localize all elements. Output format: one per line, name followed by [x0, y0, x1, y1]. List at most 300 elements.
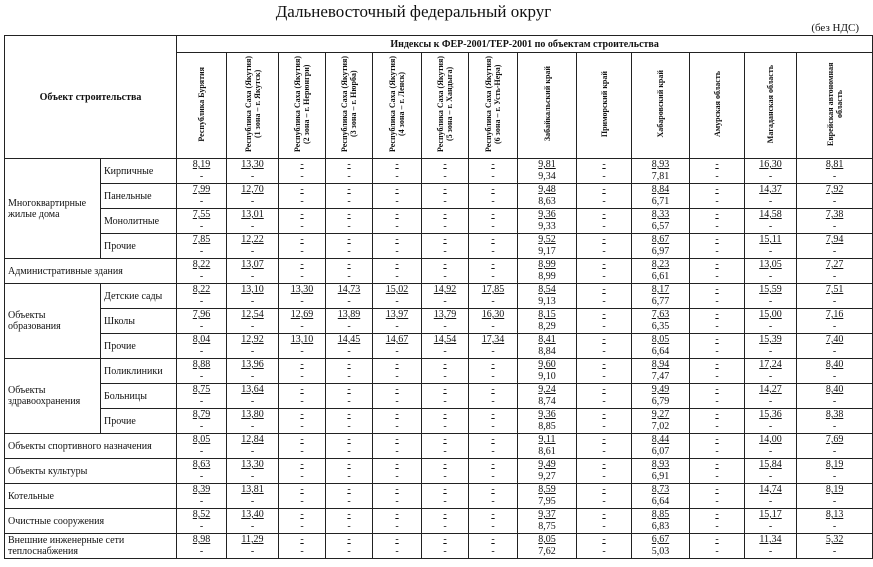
index-value-top: 12,69 — [290, 309, 314, 320]
index-value-top: - — [443, 184, 447, 195]
index-value-top: 8,59 — [538, 484, 556, 495]
index-value-bottom: - — [250, 546, 255, 557]
index-value-bottom: - — [602, 421, 606, 432]
index-value-top: 8,13 — [825, 509, 844, 520]
index-cell — [690, 259, 745, 284]
index-value-top: 7,96 — [192, 309, 211, 320]
index-value-bottom: 6,71 — [651, 196, 670, 207]
index-cell — [177, 209, 227, 234]
index-cell — [373, 259, 422, 284]
index-cell — [745, 384, 797, 409]
index-value-bottom: 9,33 — [538, 221, 556, 232]
index-value-top: - — [602, 434, 606, 445]
index-value-bottom: - — [602, 196, 606, 207]
group-label: Объекты спортивного назначения — [5, 434, 177, 459]
index-value-top: 12,92 — [241, 334, 264, 345]
index-value-bottom: - — [250, 371, 255, 382]
index-value-top: - — [300, 184, 304, 195]
index-cell — [690, 459, 745, 484]
index-cell — [632, 234, 690, 259]
index-value-bottom: - — [832, 471, 837, 482]
index-value-top: - — [395, 509, 399, 520]
index-value-bottom: 6,77 — [651, 296, 670, 307]
index-value-bottom: - — [715, 196, 719, 207]
index-value-bottom: 8,61 — [538, 446, 556, 457]
index-value-bottom: - — [199, 346, 204, 357]
index-value-bottom: 7,47 — [651, 371, 670, 382]
table-row — [5, 484, 873, 509]
table-row — [5, 534, 873, 559]
index-value-top: 7,85 — [192, 234, 211, 245]
index-value-top: - — [443, 209, 447, 220]
index-value-top: - — [443, 484, 447, 495]
index-value-top: - — [347, 384, 351, 395]
index-value-bottom: - — [602, 521, 606, 532]
indices-header: Индексы к ФЕР-2001/ТЕР-2001 по объектам строительства — [177, 36, 873, 53]
index-cell — [326, 284, 373, 309]
index-value-top: - — [491, 509, 495, 520]
index-value-bottom: 9,10 — [538, 371, 556, 382]
index-value-bottom: 6,61 — [651, 271, 670, 282]
index-value-top: 13,80 — [241, 409, 264, 420]
index-value-bottom: - — [443, 521, 447, 532]
index-cell — [745, 484, 797, 509]
table-row — [5, 434, 873, 459]
index-value-bottom: - — [347, 371, 351, 382]
index-value-top: 8,17 — [651, 284, 670, 295]
index-cell — [690, 284, 745, 309]
index-value-bottom: - — [491, 296, 495, 307]
index-cell — [632, 209, 690, 234]
index-value-bottom: - — [768, 271, 773, 282]
column-header — [632, 53, 690, 159]
index-cell — [469, 484, 518, 509]
index-cell — [326, 209, 373, 234]
index-cell — [745, 434, 797, 459]
index-value-bottom: - — [347, 321, 351, 332]
index-cell — [518, 534, 577, 559]
index-cell — [279, 534, 326, 559]
index-value-bottom: - — [443, 221, 447, 232]
index-cell — [279, 434, 326, 459]
index-cell — [632, 409, 690, 434]
index-cell — [632, 259, 690, 284]
index-value-top: 12,84 — [241, 434, 264, 445]
index-value-bottom: - — [347, 446, 351, 457]
index-cell — [227, 484, 279, 509]
index-value-bottom: 6,64 — [651, 346, 670, 357]
index-cell — [577, 484, 632, 509]
index-cell — [632, 434, 690, 459]
index-value-bottom: - — [602, 371, 606, 382]
page-title: Дальневосточный федеральный округ — [275, 2, 552, 21]
index-value-top: 13,10 — [290, 334, 314, 345]
index-value-bottom: - — [602, 221, 606, 232]
index-cell — [326, 459, 373, 484]
index-cell — [469, 284, 518, 309]
index-value-top: - — [602, 159, 606, 170]
index-value-top: 8,88 — [192, 359, 211, 370]
index-cell — [227, 409, 279, 434]
index-cell — [279, 359, 326, 384]
index-value-bottom: - — [199, 521, 204, 532]
index-cell — [326, 509, 373, 534]
index-value-top: 14,27 — [759, 384, 782, 395]
index-value-top: 8,04 — [192, 334, 211, 345]
index-value-bottom: - — [250, 421, 255, 432]
index-cell — [177, 359, 227, 384]
index-cell — [469, 334, 518, 359]
index-value-top: 9,24 — [538, 384, 556, 395]
index-value-bottom: - — [250, 221, 255, 232]
index-value-bottom: 8,29 — [538, 321, 556, 332]
index-value-bottom: - — [395, 296, 399, 307]
index-cell — [326, 184, 373, 209]
index-value-bottom: - — [832, 321, 837, 332]
index-value-bottom: - — [715, 321, 719, 332]
index-value-bottom: - — [199, 471, 204, 482]
index-cell — [326, 434, 373, 459]
index-value-top: 8,19 — [192, 159, 211, 170]
index-value-top: - — [443, 384, 447, 395]
index-value-bottom: - — [602, 346, 606, 357]
index-cell — [469, 309, 518, 334]
index-value-bottom: 7,02 — [651, 421, 670, 432]
index-cell — [745, 284, 797, 309]
index-value-top: - — [602, 459, 606, 470]
index-value-bottom: - — [491, 421, 495, 432]
index-cell — [227, 209, 279, 234]
index-cell — [326, 409, 373, 434]
index-value-top: 15,11 — [759, 234, 782, 245]
index-value-bottom: - — [768, 546, 773, 557]
index-value-bottom: - — [395, 496, 399, 507]
index-cell — [177, 459, 227, 484]
index-cell — [227, 184, 279, 209]
index-cell — [422, 184, 469, 209]
column-header — [422, 53, 469, 159]
index-value-top: 8,22 — [192, 284, 211, 295]
index-cell — [577, 234, 632, 259]
index-cell — [577, 409, 632, 434]
index-value-top: - — [443, 259, 447, 270]
index-value-top: - — [715, 484, 719, 495]
index-cell — [745, 184, 797, 209]
index-value-top: - — [300, 209, 304, 220]
index-value-bottom: 6,91 — [651, 471, 670, 482]
index-cell — [177, 284, 227, 309]
index-value-bottom: - — [602, 271, 606, 282]
index-cell — [422, 284, 469, 309]
index-cell — [577, 184, 632, 209]
index-value-bottom: - — [250, 521, 255, 532]
index-value-bottom: - — [347, 421, 351, 432]
index-cell — [373, 359, 422, 384]
index-value-top: 8,54 — [538, 284, 556, 295]
index-value-bottom: - — [491, 221, 495, 232]
index-value-bottom: - — [300, 171, 304, 182]
index-cell — [797, 309, 873, 334]
index-cell — [745, 209, 797, 234]
index-value-top: 7,51 — [825, 284, 844, 295]
group-label: Административные здания — [5, 259, 177, 284]
index-cell — [518, 509, 577, 534]
index-cell — [177, 159, 227, 184]
index-value-top: - — [443, 359, 447, 370]
index-value-bottom: 8,85 — [538, 421, 556, 432]
index-cell — [227, 334, 279, 359]
index-value-bottom: - — [443, 171, 447, 182]
index-cell — [373, 534, 422, 559]
index-cell — [469, 409, 518, 434]
index-value-top: 14,00 — [759, 434, 782, 445]
index-value-bottom: - — [300, 446, 304, 457]
subrow-label: Прочие — [101, 234, 177, 259]
index-value-top: - — [443, 434, 447, 445]
object-header: Объект строительства — [5, 36, 177, 159]
index-value-bottom: - — [300, 346, 304, 357]
subrow-label: Прочие — [101, 409, 177, 434]
index-value-top: 13,30 — [290, 284, 314, 295]
index-cell — [690, 534, 745, 559]
index-value-top: 8,73 — [651, 484, 670, 495]
index-value-top: 13,79 — [433, 309, 457, 320]
index-value-top: - — [491, 459, 495, 470]
index-cell — [227, 459, 279, 484]
index-value-bottom: - — [347, 296, 351, 307]
index-value-top: 13,40 — [241, 509, 264, 520]
index-value-top: - — [602, 359, 606, 370]
subrow-label: Больницы — [101, 384, 177, 409]
index-value-top: - — [395, 209, 399, 220]
index-cell — [227, 284, 279, 309]
table-row — [5, 159, 873, 184]
index-cell — [227, 384, 279, 409]
index-value-top: 9,52 — [538, 234, 556, 245]
index-value-top: 15,39 — [759, 334, 782, 345]
index-value-top: - — [715, 259, 719, 270]
index-value-top: 13,96 — [241, 359, 264, 370]
index-value-top: 8,85 — [651, 509, 670, 520]
index-value-bottom: - — [715, 221, 719, 232]
index-cell — [279, 509, 326, 534]
index-value-bottom: 9,13 — [538, 296, 556, 307]
index-cell — [797, 159, 873, 184]
index-value-top: - — [300, 234, 304, 245]
index-value-top: 6,67 — [651, 534, 670, 545]
index-cell — [577, 159, 632, 184]
index-value-bottom: - — [395, 346, 399, 357]
index-value-top: - — [602, 534, 606, 545]
index-value-bottom: - — [347, 396, 351, 407]
column-header-label: Еврейская автономная область — [825, 62, 844, 146]
index-cell — [797, 484, 873, 509]
index-value-top: 13,30 — [241, 159, 264, 170]
index-value-bottom: - — [715, 171, 719, 182]
index-value-top: - — [491, 409, 495, 420]
table-row — [5, 209, 873, 234]
index-cell — [632, 159, 690, 184]
index-cell — [632, 509, 690, 534]
index-value-top: 8,44 — [651, 434, 670, 445]
index-cell — [326, 234, 373, 259]
index-cell — [797, 409, 873, 434]
index-value-bottom: - — [395, 521, 399, 532]
index-value-bottom: - — [300, 396, 304, 407]
index-cell — [177, 409, 227, 434]
index-cell — [632, 184, 690, 209]
group-label: Объекты здравоохранения — [5, 359, 101, 434]
index-value-bottom: 9,34 — [538, 171, 556, 182]
index-value-bottom: - — [491, 171, 495, 182]
index-value-top: 14,54 — [433, 334, 457, 345]
table-row — [5, 409, 873, 434]
index-value-top: 17,24 — [759, 359, 782, 370]
group-label: Котельные — [5, 484, 177, 509]
index-table — [4, 35, 873, 559]
index-value-top: - — [443, 509, 447, 520]
index-cell — [469, 509, 518, 534]
index-cell — [797, 284, 873, 309]
index-cell — [469, 534, 518, 559]
column-header — [577, 53, 632, 159]
index-value-top: - — [602, 334, 606, 345]
index-cell — [518, 259, 577, 284]
index-cell — [279, 384, 326, 409]
index-value-bottom: - — [199, 446, 204, 457]
index-cell — [422, 384, 469, 409]
index-value-top: 7,38 — [825, 209, 844, 220]
index-value-bottom: - — [768, 421, 773, 432]
index-cell — [373, 309, 422, 334]
index-value-top: 8,81 — [825, 159, 844, 170]
index-value-top: 14,58 — [759, 209, 782, 220]
group-label: Объекты образования — [5, 284, 101, 359]
index-value-bottom: - — [199, 221, 204, 232]
index-value-top: 8,67 — [651, 234, 670, 245]
index-cell — [518, 409, 577, 434]
index-value-top: - — [395, 359, 399, 370]
index-cell — [373, 209, 422, 234]
index-cell — [797, 359, 873, 384]
index-cell — [577, 334, 632, 359]
index-cell — [518, 284, 577, 309]
index-value-bottom: - — [602, 471, 606, 482]
index-value-top: 8,05 — [538, 534, 556, 545]
index-cell — [632, 284, 690, 309]
index-cell — [518, 359, 577, 384]
index-cell — [279, 209, 326, 234]
index-cell — [690, 209, 745, 234]
index-cell — [373, 184, 422, 209]
index-value-top: - — [395, 534, 399, 545]
index-cell — [422, 159, 469, 184]
index-value-bottom: - — [300, 471, 304, 482]
index-value-bottom: 8,75 — [538, 521, 556, 532]
index-value-top: 15,02 — [385, 284, 409, 295]
index-value-bottom: - — [300, 196, 304, 207]
index-value-top: - — [715, 434, 719, 445]
index-value-bottom: - — [832, 346, 837, 357]
index-value-top: - — [300, 509, 304, 520]
subrow-label: Кирпичные — [101, 159, 177, 184]
index-cell — [577, 509, 632, 534]
index-value-top: 15,84 — [759, 459, 782, 470]
index-cell — [469, 434, 518, 459]
index-cell — [326, 259, 373, 284]
index-cell — [518, 234, 577, 259]
index-value-bottom: - — [832, 421, 837, 432]
index-cell — [279, 234, 326, 259]
index-value-bottom: - — [768, 196, 773, 207]
index-value-bottom: - — [443, 396, 447, 407]
index-value-top: - — [715, 209, 719, 220]
index-value-bottom: - — [300, 371, 304, 382]
index-cell — [518, 484, 577, 509]
index-value-top: - — [602, 209, 606, 220]
index-value-top: 9,49 — [538, 459, 556, 470]
index-value-top: - — [395, 484, 399, 495]
index-cell — [177, 309, 227, 334]
group-label: Многоквартирные жилые дома — [5, 159, 101, 259]
index-value-top: 15,59 — [759, 284, 782, 295]
index-value-top: 8,40 — [825, 384, 844, 395]
index-value-bottom: - — [715, 271, 719, 282]
index-cell — [373, 284, 422, 309]
index-value-bottom: - — [347, 221, 351, 232]
index-value-bottom: - — [491, 321, 495, 332]
index-value-top: 8,99 — [538, 259, 556, 270]
index-value-top: - — [602, 484, 606, 495]
column-header — [518, 53, 577, 159]
index-value-top: 8,22 — [192, 259, 211, 270]
index-cell — [422, 409, 469, 434]
index-value-bottom: - — [199, 171, 204, 182]
index-value-bottom: - — [250, 196, 255, 207]
subrow-label: Поликлиники — [101, 359, 177, 384]
index-value-bottom: - — [347, 346, 351, 357]
index-value-top: 14,92 — [433, 284, 457, 295]
index-value-bottom: - — [832, 371, 837, 382]
index-value-bottom: - — [347, 546, 351, 557]
index-cell — [469, 184, 518, 209]
index-value-top: 9,11 — [538, 434, 556, 445]
index-value-top: 8,63 — [192, 459, 211, 470]
index-value-bottom: - — [300, 496, 304, 507]
index-value-top: 7,94 — [825, 234, 844, 245]
index-value-bottom: - — [347, 171, 351, 182]
index-value-top: - — [443, 534, 447, 545]
index-cell — [373, 334, 422, 359]
index-value-bottom: - — [395, 471, 399, 482]
index-cell — [745, 234, 797, 259]
index-value-bottom: - — [832, 521, 837, 532]
index-value-top: - — [715, 509, 719, 520]
index-value-bottom: - — [832, 546, 837, 557]
index-cell — [422, 484, 469, 509]
index-value-top: 12,70 — [241, 184, 264, 195]
index-cell — [227, 159, 279, 184]
index-value-bottom: - — [395, 171, 399, 182]
index-cell — [177, 384, 227, 409]
index-value-top: - — [443, 409, 447, 420]
index-value-top: 8,15 — [538, 309, 556, 320]
index-cell — [577, 459, 632, 484]
index-value-bottom: - — [250, 296, 255, 307]
index-cell — [422, 459, 469, 484]
index-cell — [632, 334, 690, 359]
index-cell — [518, 459, 577, 484]
